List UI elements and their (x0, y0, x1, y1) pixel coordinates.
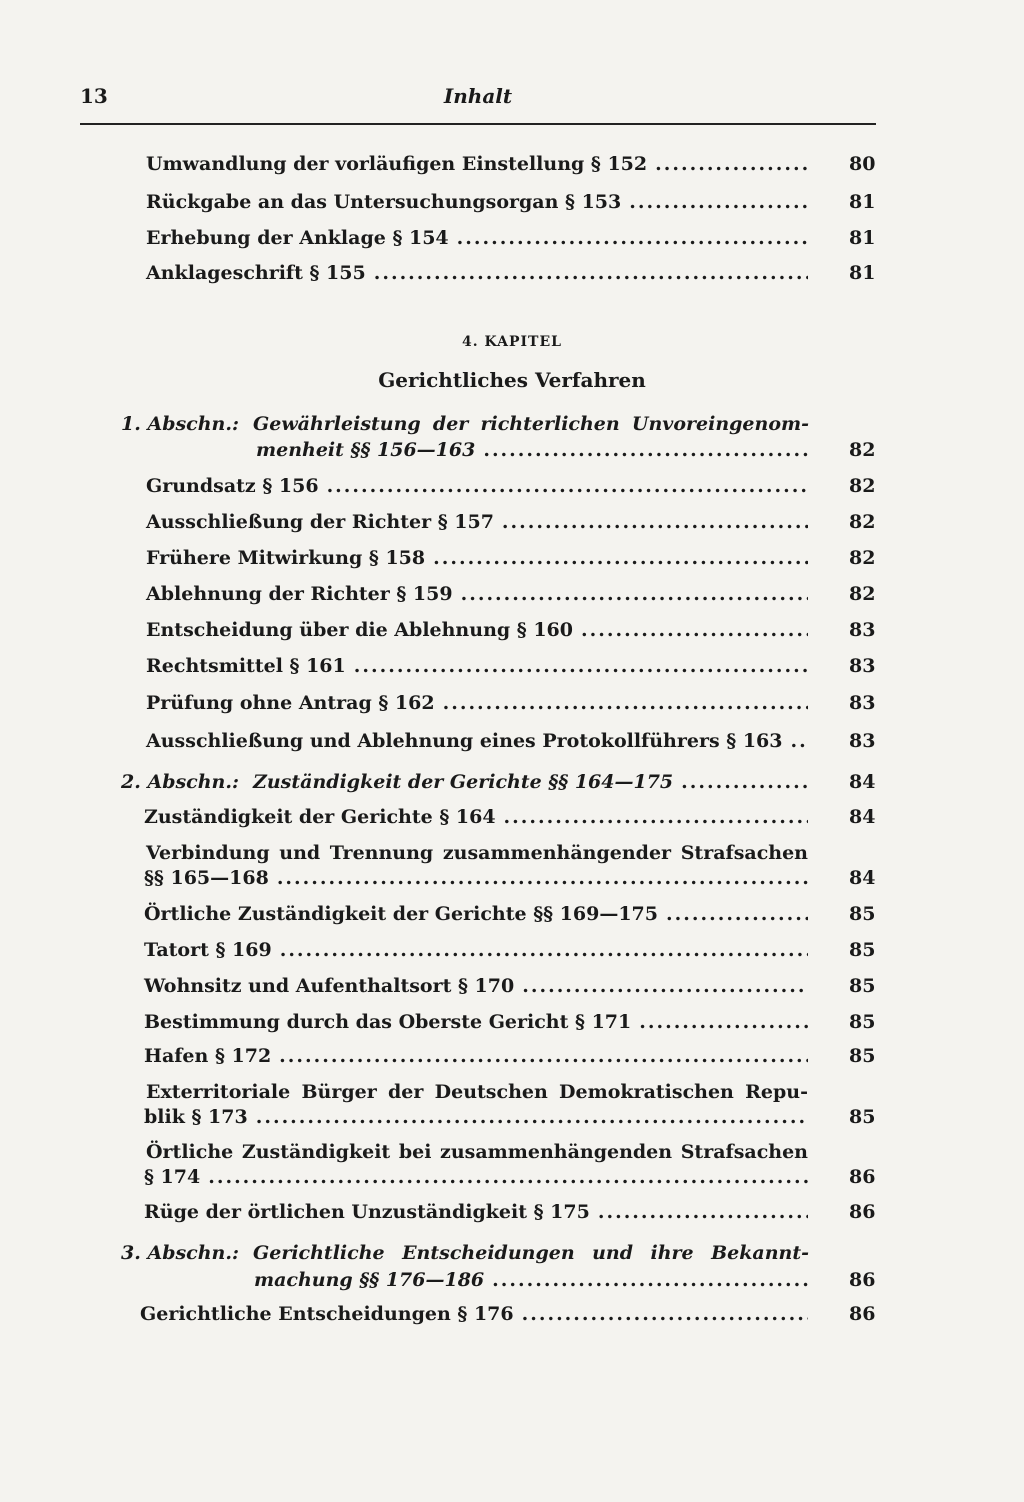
header-rule (80, 123, 876, 125)
entry-page: 83 (849, 730, 876, 752)
entry-page: 82 (849, 475, 876, 497)
entry-title: Örtliche Zuständigkeit bei zusammenhängenden Strafsachen (146, 1141, 808, 1163)
entry-page: 83 (849, 619, 876, 641)
entry-title: Prüfung ohne Antrag § 162 (146, 692, 435, 714)
entry-page: 82 (849, 511, 876, 533)
entry-page: 81 (849, 191, 876, 213)
entry-title: Ausschließung der Richter § 157 (146, 511, 494, 533)
dot-leader (277, 866, 808, 890)
dot-leader (457, 226, 808, 250)
entry-page: 85 (849, 1106, 876, 1128)
entry-title: Rechtsmittel § 161 (146, 655, 346, 677)
entry-page: 85 (849, 1045, 876, 1067)
entry-title: Umwandlung der vorläufigen Einstellung § 152 (146, 153, 648, 175)
entry-title: Gerichtliche Entscheidungen § 176 (140, 1303, 514, 1325)
entry-title: Rüge der örtlichen Unzuständigkeit § 175 (144, 1201, 590, 1223)
entry-title: Wohnsitz und Aufenthaltsort § 170 (144, 975, 515, 997)
dot-leader (256, 1105, 808, 1129)
dot-leader (639, 1010, 808, 1034)
dot-leader (581, 618, 808, 642)
entry-page: 86 (849, 1201, 876, 1223)
entry-title: Frühere Mitwirkung § 158 (146, 547, 426, 569)
section-prefix: 3. Abschn.: (121, 1242, 239, 1264)
entry-title: Anklageschrift § 155 (146, 262, 366, 284)
entry-page: 82 (849, 439, 876, 461)
dot-leader (666, 902, 808, 926)
running-title: Inhalt (443, 84, 513, 108)
dot-leader (483, 438, 808, 462)
entry-title: Rückgabe an das Untersuchungsorgan § 153 (146, 191, 622, 213)
section-title: machung §§ 176—186 (254, 1269, 485, 1291)
dot-leader (598, 1200, 808, 1224)
entry-title: Grundsatz § 156 (146, 475, 319, 497)
dot-leader (280, 938, 808, 962)
entry-title: Tatort § 169 (144, 939, 272, 961)
dot-leader (208, 1165, 808, 1189)
entry-title: Örtliche Zuständigkeit der Gerichte §§ 169—175 (144, 903, 659, 925)
dot-leader (461, 582, 808, 606)
entry-title: blik § 173 (144, 1106, 248, 1128)
entry-title: Bestimmung durch das Oberste Gericht § 171 (144, 1011, 632, 1033)
entry-page: 82 (849, 547, 876, 569)
entry-title: Zuständigkeit der Gerichte § 164 (144, 806, 496, 828)
page-header (80, 84, 876, 112)
entry-page: 82 (849, 583, 876, 605)
dot-leader (354, 654, 808, 678)
page-number: 13 (80, 84, 108, 108)
entry-page: 83 (849, 692, 876, 714)
dot-leader (790, 729, 808, 753)
dot-leader (492, 1268, 808, 1292)
entry-page: 83 (849, 655, 876, 677)
section-prefix: 2. Abschn.: (121, 771, 239, 793)
entry-title: §§ 165—168 (144, 867, 269, 889)
dot-leader (655, 152, 808, 176)
dot-leader (629, 190, 808, 214)
entry-page: 84 (849, 771, 876, 793)
section-title: Gerichtliche Entscheidungen und ihre Bekannt- (253, 1242, 809, 1264)
dot-leader (504, 805, 808, 829)
chapter-title: Gerichtliches Verfahren (378, 368, 646, 392)
dot-leader (279, 1044, 808, 1068)
dot-leader (522, 974, 808, 998)
dot-leader (502, 510, 808, 534)
entry-title: Entscheidung über die Ablehnung § 160 (146, 619, 573, 641)
entry-title: § 174 (144, 1166, 201, 1188)
entry-page: 85 (849, 903, 876, 925)
entry-page: 85 (849, 1011, 876, 1033)
entry-page: 86 (849, 1269, 876, 1291)
entry-page: 84 (849, 806, 876, 828)
entry-page: 81 (849, 262, 876, 284)
dot-leader (681, 770, 808, 794)
section-title: menheit §§ 156—163 (256, 439, 476, 461)
entry-page: 81 (849, 227, 876, 249)
dot-leader (522, 1302, 808, 1326)
entry-title: Verbindung und Trennung zusammenhängender Strafsachen (146, 842, 808, 864)
entry-page: 86 (849, 1166, 876, 1188)
chapter-label: 4. KAPITEL (462, 334, 562, 350)
dot-leader (433, 546, 808, 570)
dot-leader (327, 474, 808, 498)
entry-title: Ausschließung und Ablehnung eines Protokollführers § 163 (146, 730, 783, 752)
section-title: Gewährleistung der richterlichen Unvoreingenom- (253, 413, 809, 435)
entry-title: Erhebung der Anklage § 154 (146, 227, 449, 249)
dot-leader (443, 691, 808, 715)
dot-leader (374, 261, 808, 285)
entry-title: Exterritoriale Bürger der Deutschen Demokratischen Repu- (146, 1081, 808, 1103)
section-prefix: 1. Abschn.: (121, 413, 239, 435)
entry-page: 84 (849, 867, 876, 889)
entry-page: 85 (849, 939, 876, 961)
entry-title: Hafen § 172 (144, 1045, 272, 1067)
entry-page: 80 (849, 153, 876, 175)
section-title: Zuständigkeit der Gerichte §§ 164—175 (253, 771, 674, 793)
entry-page: 86 (849, 1303, 876, 1325)
entry-page: 85 (849, 975, 876, 997)
entry-title: Ablehnung der Richter § 159 (146, 583, 453, 605)
